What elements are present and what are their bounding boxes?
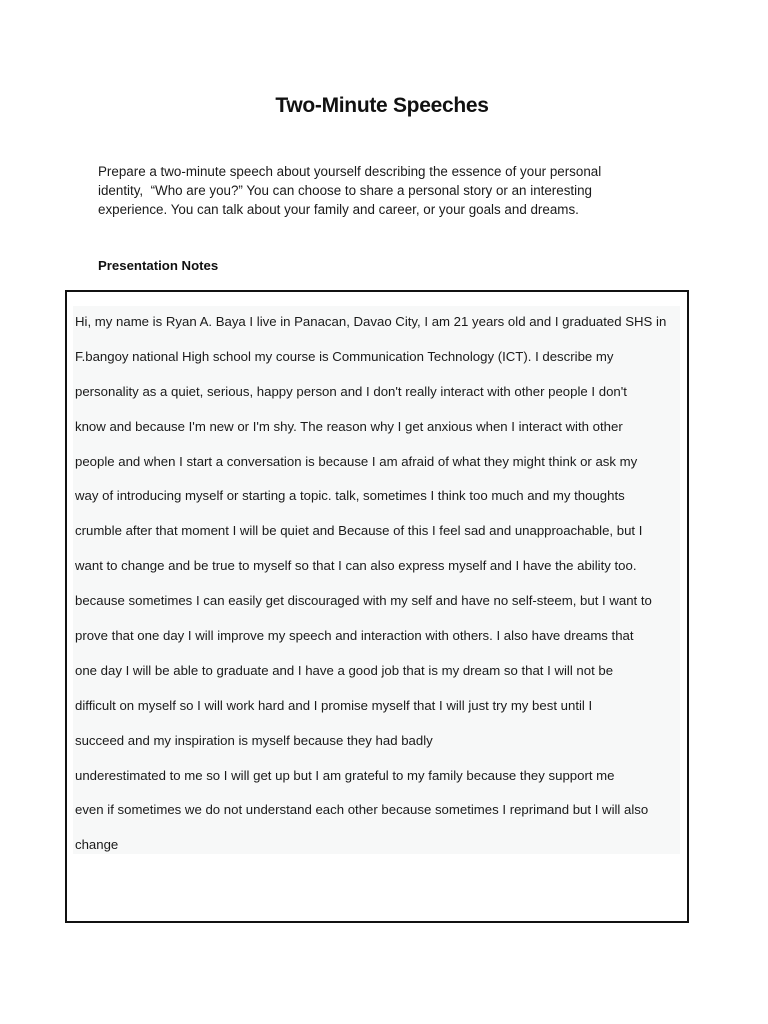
- notes-line: even if sometimes we do not understand each other because sometimes I reprimand but I will also: [75, 802, 649, 818]
- notes-line: one day I will be able to graduate and I have a good job that is my dream so that I will not be: [75, 662, 614, 678]
- notes-line: way of introducing myself or starting a topic. talk, sometimes I think too much and my thoughts: [75, 488, 625, 504]
- notes-line: prove that one day I will improve my speech and interaction with others. I also have dreams that: [75, 628, 634, 644]
- notes-line: personality as a quiet, serious, happy person and I don't really interact with other people I don't: [75, 383, 627, 399]
- prompt-line: experience. You can talk about your family and career, or your goals and dreams.: [98, 202, 579, 217]
- prompt-line: Prepare a two-minute speech about yourself describing the essence of your personal: [98, 164, 602, 179]
- notes-line: Hi, my name is Ryan A. Baya I live in Panacan, Davao City, I am 21 years old and I graduated SHS in: [75, 314, 667, 329]
- notes-line: want to change and be true to myself so that I can also express myself and I have the ability too.: [75, 558, 637, 574]
- notes-line: F.bangoy national High school my course is Communication Technology (ICT). I describe my: [75, 348, 614, 364]
- presentation-notes-heading: Presentation Notes: [98, 258, 219, 273]
- notes-line: because sometimes I can easily get discouraged with my self and have no self-steem, but I want to: [75, 593, 652, 609]
- notes-line: underestimated to me so I will get up but I am grateful to my family because they support me: [75, 767, 615, 783]
- speech-prompt: [98, 162, 638, 219]
- notes-line: crumble after that moment I will be quiet and Because of this I feel sad and unapproachable, but I: [75, 523, 643, 539]
- notes-line: difficult on myself so I will work hard and I promise myself that I will just try my best until I: [75, 697, 593, 713]
- presentation-notes-box: [65, 290, 689, 923]
- notes-line: people and when I start a conversation is because I am afraid of what they might think or ask my: [75, 453, 638, 469]
- notes-line: change: [75, 837, 119, 853]
- notes-line: succeed and my inspiration is myself because they had badly: [75, 732, 433, 748]
- prompt-line: identity, “Who are you?” You can choose to share a personal story or an interesting: [98, 183, 593, 198]
- notes-line: know and because I'm new or I'm shy. The reason why I get anxious when I interact with other: [75, 418, 623, 434]
- presentation-notes-text: [75, 312, 666, 870]
- document-title: Two-Minute Speeches: [275, 94, 489, 117]
